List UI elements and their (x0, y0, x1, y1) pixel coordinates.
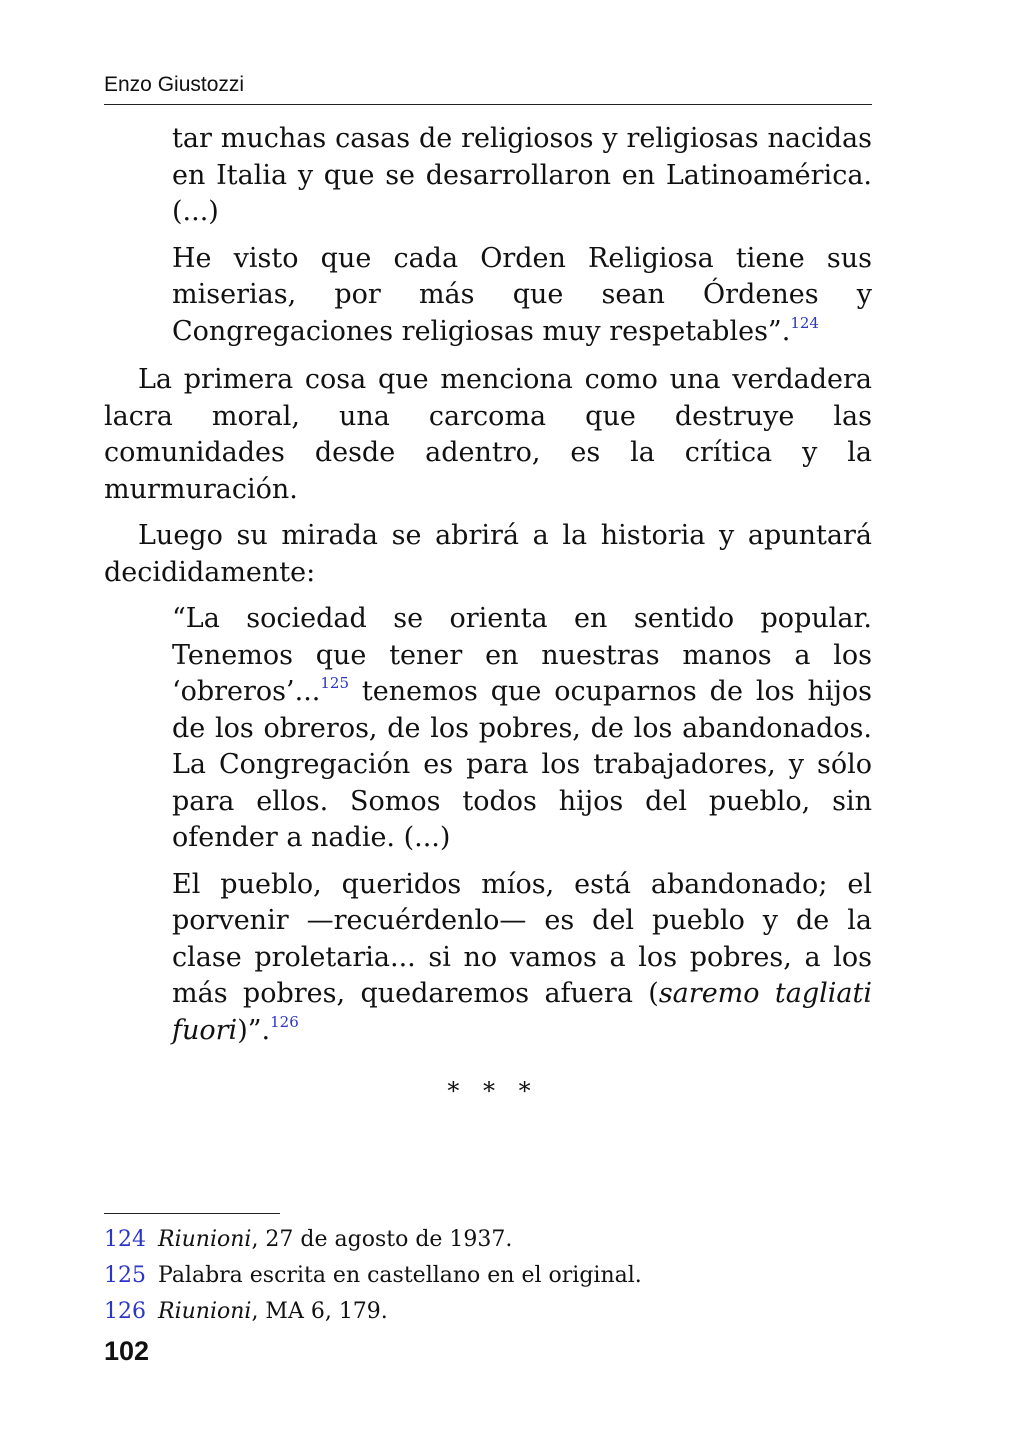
quote-text: “La sociedad se orienta en sentido popular. Tenemos que tener en nuestras manos a los ‘obreros’... (172, 603, 872, 707)
footnote-source: Riunioni (158, 1299, 252, 1324)
quote-text: )”. (237, 1014, 271, 1046)
page-number: 102 (104, 1336, 150, 1366)
footnote-number[interactable]: 125 (104, 1263, 146, 1288)
block-quote-2 (172, 601, 872, 1049)
footnote-ref-124[interactable]: 124 (790, 313, 819, 332)
footnote-text: Palabra escrita en castellano en el original. (158, 1263, 642, 1288)
quote-text: tenemos que ocuparnos de los hijos de los obreros, de los pobres, de los abandonados. La Congregación es para los trabajadores, y sólo para ellos. Somos todos hijos del pueblo, sin ofender a nadie. (...) (172, 676, 872, 853)
footnote-125 (104, 1258, 872, 1294)
quote-paragraph (172, 241, 872, 351)
footnote-126 (104, 1294, 872, 1330)
footnote-ref-125[interactable]: 125 (320, 674, 349, 692)
quote-paragraph (172, 601, 872, 857)
quote-paragraph: tar muchas casas de religiosos y religiosas nacidas en Italia y que se desarrollaron en Latinoamérica. (...) (172, 123, 872, 227)
body-text (104, 362, 872, 591)
running-head: Enzo Giustozzi (104, 70, 872, 105)
footnotes (104, 1213, 872, 1330)
book-page (104, 70, 872, 1390)
footnote-source: Riunioni (158, 1227, 252, 1252)
body-paragraph: La primera cosa que menciona como una verdadera lacra moral, una carcoma que destruye las comunidades desde adentro, es la crítica y la murmuración. (104, 364, 872, 505)
section-separator: * * * (447, 1077, 539, 1105)
italic-phrase: saremo tagliati fuori (172, 978, 872, 1046)
footnote-ref-126[interactable]: 126 (270, 1012, 299, 1031)
footnote-rule (104, 1213, 280, 1214)
block-quote-1 (172, 121, 872, 350)
footnote-number[interactable]: 126 (104, 1299, 146, 1324)
quote-text: El pueblo, queridos míos, está abandonado; el porvenir —recuérdenlo— es del pueblo y de la clase proletaria... si no vamos a los pobres, a los más pobres, quedaremos afuera ( (172, 868, 872, 1009)
body-paragraph: Luego su mirada se abrirá a la historia y apuntará decididamente: (104, 520, 872, 588)
footnote-number[interactable]: 124 (104, 1227, 146, 1252)
quote-text: He visto que cada Orden Religiosa tiene sus miserias, por más que sean Órdenes y Congregaciones religiosas muy respetables”. (172, 242, 872, 347)
footnote-124 (104, 1222, 872, 1258)
footnote-text: , 27 de agosto de 1937. (251, 1227, 513, 1252)
footnote-text: , MA 6, 179. (251, 1299, 388, 1324)
quote-paragraph (172, 867, 872, 1050)
